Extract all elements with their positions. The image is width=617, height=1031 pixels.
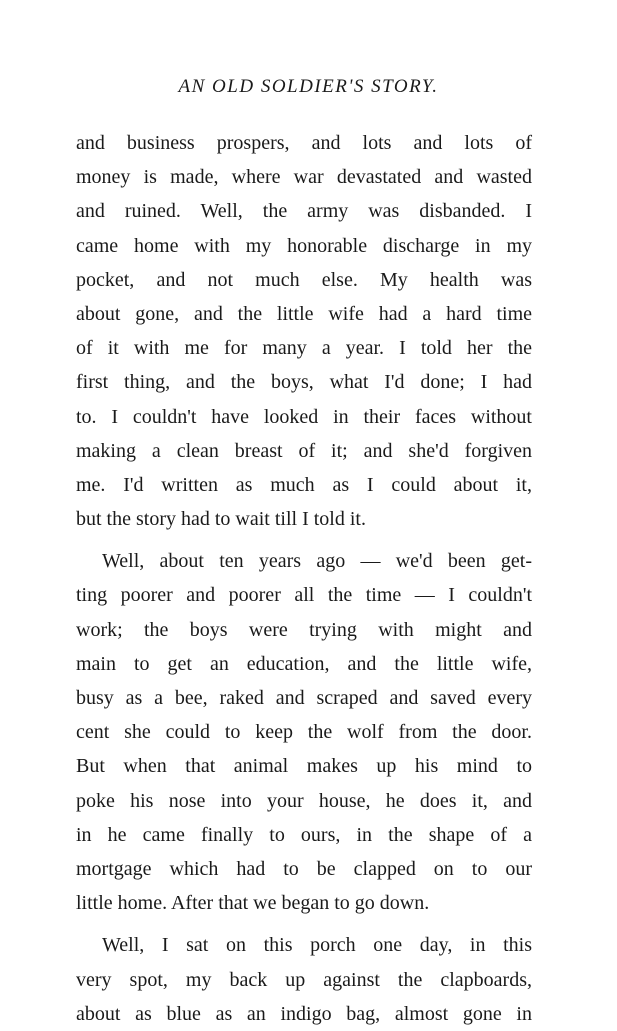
- text-line: cent she could to keep the wolf from the door.: [76, 721, 532, 744]
- paragraph-3: [76, 928, 532, 1031]
- text-line: about as blue as an indigo bag, almost gone in: [76, 1002, 532, 1025]
- text-line: and business prospers, and lots and lots of: [76, 132, 532, 154]
- text-line: but the story had to wait till I told it.: [76, 508, 366, 531]
- paragraph-spacer: [76, 920, 532, 928]
- text-line: busy as a bee, raked and scraped and saved every: [76, 687, 532, 709]
- text-line: work; the boys were trying with might and: [76, 618, 532, 641]
- text-line: very spot, my back up against the clapboards,: [76, 968, 532, 991]
- paragraph-2: [76, 544, 532, 920]
- text-line: ting poorer and poorer all the time — I couldn't: [76, 584, 532, 607]
- body-text: [76, 126, 532, 1031]
- text-line: to. I couldn't have looked in their faces without: [76, 405, 532, 428]
- text-line: about gone, and the little wife had a hard time: [76, 302, 532, 325]
- text-line: main to get an education, and the little wife,: [76, 652, 532, 675]
- text-line: in he came finally to ours, in the shape of a: [76, 823, 532, 846]
- paragraph-1: [76, 126, 532, 536]
- text-line: of it with me for many a year. I told her the: [76, 337, 532, 360]
- text-line: first thing, and the boys, what I'd done; I had: [76, 371, 532, 394]
- text-line: and ruined. Well, the army was disbanded. I: [76, 200, 532, 223]
- text-line: But when that animal makes up his mind to: [76, 755, 532, 778]
- text-line: mortgage which had to be clapped on to our: [76, 857, 532, 880]
- text-line: came home with my honorable discharge in my: [76, 234, 532, 257]
- text-line: little home. After that we began to go down.: [76, 892, 430, 915]
- text-line: Well, I sat on this porch one day, in this: [102, 934, 532, 957]
- text-line: money is made, where war devastated and wasted: [76, 166, 532, 189]
- paragraph-spacer: [76, 536, 532, 544]
- text-line: making a clean breast of it; and she'd forgiven: [76, 439, 532, 462]
- running-header: AN OLD SOLDIER'S STORY.: [178, 76, 439, 97]
- text-line: poke his nose into your house, he does it, and: [76, 789, 532, 812]
- text-line: Well, about ten years ago — we'd been get-: [102, 550, 532, 573]
- text-line: pocket, and not much else. My health was: [76, 268, 532, 291]
- text-line: me. I'd written as much as I could about it,: [76, 473, 532, 496]
